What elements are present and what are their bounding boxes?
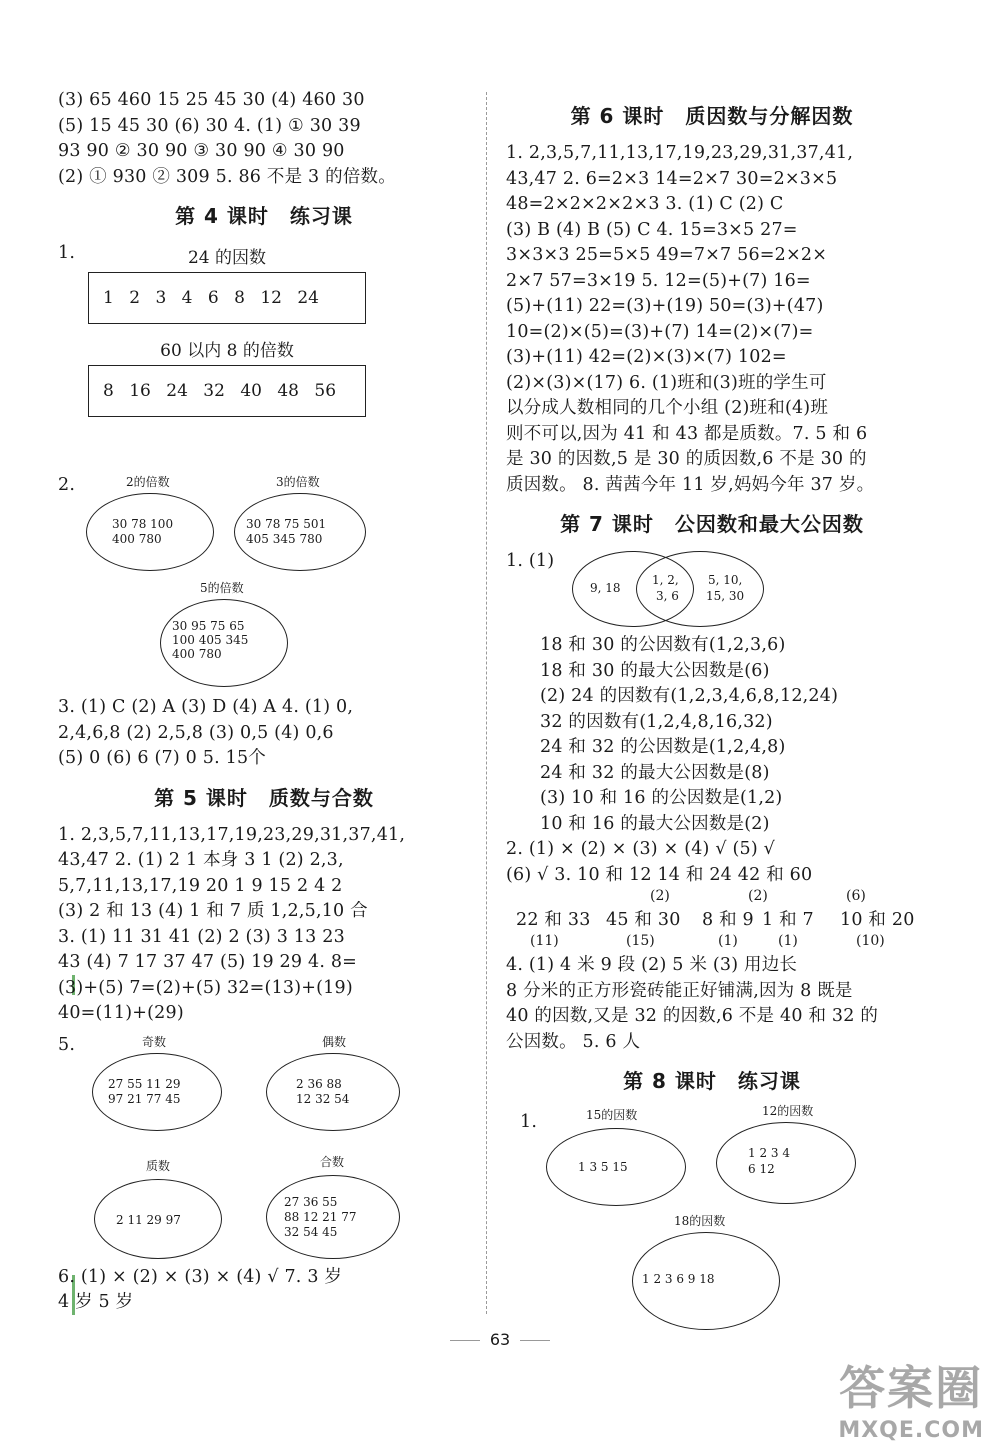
text-line: (3) 65 460 15 25 45 30 (4) 460 30 (58, 90, 365, 110)
text-line: 5,7,11,13,17,19 20 1 9 15 2 4 2 (58, 875, 343, 896)
text-line: 3. (1) 11 31 41 (2) 2 (3) 3 13 23 (58, 926, 345, 947)
page-number-text: 63 (489, 1330, 511, 1349)
watermark (838, 1352, 984, 1443)
question-label: 1. (520, 1112, 538, 1132)
left-column (58, 88, 470, 1316)
set-values: 30 78 100 (112, 517, 174, 531)
set-title: 18的因数 (674, 1214, 726, 1228)
lesson-6-title: 第 6 课时 质因数与分解因数 (570, 104, 854, 128)
set-even (266, 1033, 402, 1133)
pair-answer: (6) (846, 888, 866, 904)
right-column (506, 100, 918, 1336)
set-title: 奇数 (142, 1034, 167, 1049)
text-line: 公因数。 5. 6 人 (506, 1031, 641, 1052)
text-line: (6) √ 3. 10 和 12 14 和 24 42 和 60 (506, 864, 813, 885)
text-line: 3. (1) C (2) A (3) D (4) A 4. (1) 0, (58, 697, 354, 717)
question-label: 1. (58, 243, 76, 263)
text-line: 10 和 16 的最大公因数是(2) (540, 813, 770, 834)
page-number (0, 1330, 1000, 1349)
text-line: 18 和 30 的最大公因数是(6) (540, 660, 770, 681)
pairs-row2 (506, 908, 918, 933)
pair-answer: (2) (650, 888, 670, 904)
set-values: 1 3 5 15 (578, 1160, 628, 1174)
lesson-5-q5 (58, 1033, 470, 1265)
pair-answer: (1) (718, 933, 738, 949)
text-line: (5) 15 45 30 (6) 30 4. (1) ① 30 39 (58, 115, 361, 136)
set-prime (94, 1157, 224, 1261)
text-line: 是 30 的因数,5 是 30 的质因数,6 不是 30 的 (506, 449, 867, 469)
text-line: 93 90 ② 30 90 ③ 30 90 ④ 30 90 (58, 141, 345, 161)
text-line: 24 和 32 的最大公因数是(8) (540, 762, 770, 783)
text-line: 32 的因数有(1,2,4,8,16,32) (540, 711, 773, 732)
set-odd (92, 1033, 224, 1133)
text-line: 3×3×3 25=5×5 49=7×7 56=2×2× (506, 245, 828, 265)
pair-answer: (15) (626, 933, 655, 949)
lesson-7-venn (506, 549, 918, 633)
pair: 8 和 9 (702, 910, 754, 930)
text-line: 24 和 32 的公因数是(1,2,4,8) (540, 737, 786, 757)
multiples-8-box: 8 16 24 32 40 48 56 (88, 365, 366, 417)
text-line: 以分成人数相同的几个小组 (2)班和(4)班 (506, 398, 829, 418)
text-line: 4 岁 5 岁 (58, 1292, 134, 1312)
text-line: 质因数。 8. 茜茜今年 11 岁,妈妈今年 37 岁。 (506, 474, 875, 495)
text-line: (2) ① 930 ② 309 5. 86 不是 3 的倍数。 (58, 166, 396, 187)
pair: 10 和 20 (840, 910, 915, 930)
text-line: (5) 0 (6) 6 (7) 0 5. 15个 (58, 748, 266, 768)
box-caption: 24 的因数 (187, 248, 267, 268)
set-multiples-2 (86, 473, 216, 573)
question-label: 2. (58, 475, 76, 495)
pair: 22 和 33 (516, 910, 591, 930)
set-title: 偶数 (322, 1034, 347, 1049)
factors-24-box: 1 2 3 4 6 8 12 24 (88, 272, 366, 324)
set-values: 1 2 3 4 (748, 1146, 790, 1160)
set-values: 400 780 (172, 647, 222, 661)
set-title: 5的倍数 (200, 581, 244, 595)
text-line: 2. (1) × (2) × (3) × (4) √ (5) √ (506, 839, 775, 859)
question-label: 5. (58, 1034, 76, 1055)
text-line: (3)+(5) 7=(2)+(5) 32=(13)+(19) (58, 977, 353, 998)
set-values: 30 78 75 501 (246, 517, 327, 531)
text-line: (5)+(11) 22=(3)+(19) 50=(3)+(47) (506, 296, 824, 316)
set-composite (266, 1153, 402, 1261)
lesson-8-q1 (506, 1106, 918, 1336)
text-line: (3) B (4) B (5) C 4. 15=3×5 27= (506, 219, 798, 240)
text-line: 8 分米的正方形瓷砖能正好铺满,因为 8 既是 (506, 980, 853, 1001)
text-line: (2)×(3)×(17) 6. (1)班和(3)班的学生可 (506, 372, 827, 393)
text-line: 40 的因数,又是 32 的因数,6 不是 40 和 32 的 (506, 1006, 879, 1026)
question-label: 1. (1) (506, 551, 555, 571)
pairs-answers-row1 (506, 888, 918, 908)
text-line: 2,4,6,8 (2) 2,5,8 (3) 0,5 (4) 0,6 (58, 722, 334, 743)
text-line: 48=2×2×2×2×3 3. (1) C (2) C (506, 194, 784, 214)
text-line: (3) 2 和 13 (4) 1 和 7 质 1,2,5,10 合 (58, 901, 368, 921)
column-divider (486, 92, 487, 1314)
set-title: 2的倍数 (126, 475, 170, 489)
text-line: 则不可以,因为 41 和 43 都是质数。7. 5 和 6 (506, 423, 868, 444)
text-line: 40=(11)+(29) (58, 1003, 184, 1023)
venn-left: 9, 18 (590, 581, 621, 595)
venn-middle: 1, 2, (652, 573, 679, 587)
text-line: 2×7 57=3×19 5. 12=(5)+(7) 16= (506, 270, 811, 291)
set-factors-12 (716, 1102, 858, 1206)
text-line: 43,47 2. (1) 2 1 本身 3 1 (2) 2,3, (58, 850, 344, 870)
lesson-4-q2 (58, 473, 470, 695)
set-multiples-5 (160, 579, 290, 689)
lesson-4-q1 (58, 241, 470, 473)
pair-answer: (2) (748, 888, 768, 904)
set-multiples-3 (234, 473, 368, 573)
set-values: 88 12 21 77 (284, 1209, 357, 1224)
venn-right: 15, 30 (706, 589, 745, 603)
set-title: 合数 (320, 1154, 345, 1169)
lesson-7-title: 第 7 课时 公因数和最大公因数 (560, 512, 864, 536)
text-line: (3)+(11) 42=(2)×(3)×(7) 102= (506, 347, 787, 367)
set-values: 32 54 45 (284, 1224, 338, 1239)
pair-answer: (11) (530, 933, 559, 949)
set-title: 12的因数 (762, 1104, 814, 1118)
set-values: 6 12 (748, 1162, 775, 1176)
pairs-answers-row2 (506, 933, 918, 953)
text-line: 1. 2,3,5,7,11,13,17,19,23,29,31,37,41, (506, 143, 854, 163)
set-values: 27 55 11 29 (108, 1076, 181, 1091)
pair: 45 和 30 (606, 910, 681, 930)
venn-diagram (572, 549, 772, 629)
set-ellipse (716, 1122, 856, 1204)
lesson-4-title: 第 4 课时 练习课 (175, 204, 353, 228)
set-values: 30 95 75 65 (172, 619, 245, 633)
text-line: (3) 10 和 16 的公因数是(1,2) (540, 788, 783, 808)
set-values: 2 11 29 97 (116, 1212, 181, 1227)
watermark-title: 答案圈 (839, 1361, 984, 1415)
pair-answer: (10) (856, 933, 885, 949)
watermark-url: MXQE.COM (838, 1418, 984, 1443)
set-values: 12 32 54 (296, 1091, 350, 1106)
set-values: 2 36 88 (296, 1076, 342, 1091)
venn-right: 5, 10, (708, 573, 743, 587)
set-factors-15 (546, 1106, 688, 1206)
set-values: 1 2 3 6 9 18 (642, 1272, 715, 1286)
text-line: 6. (1) × (2) × (3) × (4) √ 7. 3 岁 (58, 1266, 343, 1287)
set-values: 405 345 780 (246, 532, 323, 546)
set-values: 100 405 345 (172, 633, 249, 647)
set-values: 27 36 55 (284, 1194, 338, 1209)
box-caption: 60 以内 8 的倍数 (160, 341, 294, 361)
text-line: (2) 24 的因数有(1,2,3,4,6,8,12,24) (540, 686, 839, 706)
set-title: 3的倍数 (276, 475, 320, 489)
set-values: 400 780 (112, 532, 162, 546)
text-line: 43 (4) 7 17 37 47 (5) 19 29 4. 8= (58, 952, 358, 972)
text-line: 43,47 2. 6=2×3 14=2×7 30=2×3×5 (506, 168, 838, 189)
set-factors-18 (632, 1212, 782, 1332)
set-title: 质数 (146, 1158, 171, 1173)
text-line: 10=(2)×(5)=(3)+(7) 14=(2)×(7)= (506, 321, 814, 342)
text-line: 1. 2,3,5,7,11,13,17,19,23,29,31,37,41, (58, 824, 406, 845)
pair: 1 和 7 (762, 910, 814, 930)
set-title: 15的因数 (586, 1108, 638, 1122)
lesson-5-title: 第 5 课时 质数与合数 (154, 785, 374, 810)
text-line: 4. (1) 4 米 9 段 (2) 5 米 (3) 用边长 (506, 955, 798, 975)
venn-middle: 3, 6 (656, 589, 679, 603)
lesson-8-title: 第 8 课时 练习课 (623, 1069, 801, 1093)
pair-answer: (1) (778, 933, 798, 949)
text-line: 18 和 30 的公因数有(1,2,3,6) (540, 635, 786, 655)
set-values: 97 21 77 45 (108, 1091, 181, 1106)
